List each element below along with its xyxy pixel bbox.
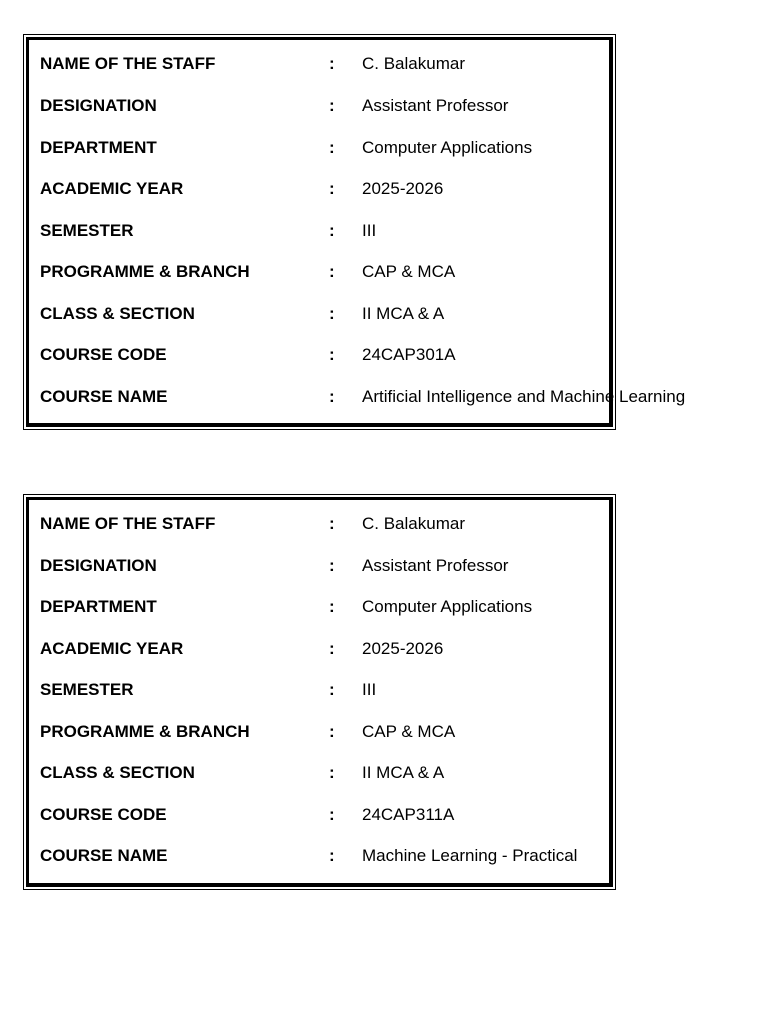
field-value: Artificial Intelligence and Machine Learning bbox=[362, 387, 686, 406]
field-separator: : bbox=[329, 387, 335, 406]
staff-course-card-2 bbox=[23, 494, 616, 890]
field-value: II MCA & A bbox=[362, 763, 445, 782]
row-staff-name bbox=[24, 514, 744, 534]
field-value: C. Balakumar bbox=[362, 54, 465, 73]
field-value: 2025-2026 bbox=[362, 179, 444, 198]
field-separator: : bbox=[329, 345, 335, 364]
field-label: CLASS & SECTION bbox=[40, 763, 195, 782]
field-label: COURSE NAME bbox=[40, 387, 168, 406]
row-semester bbox=[24, 680, 744, 700]
field-label: ACADEMIC YEAR bbox=[40, 639, 184, 658]
row-academic-year bbox=[24, 179, 744, 199]
field-separator: : bbox=[329, 722, 335, 741]
field-separator: : bbox=[329, 138, 335, 157]
field-label: COURSE CODE bbox=[40, 345, 167, 364]
field-value: Assistant Professor bbox=[362, 556, 509, 575]
field-value: CAP & MCA bbox=[362, 722, 456, 741]
row-staff-name bbox=[24, 54, 744, 74]
field-value: 24CAP301A bbox=[362, 345, 456, 364]
row-department bbox=[24, 138, 744, 158]
row-course-name bbox=[24, 387, 744, 407]
staff-course-card-1 bbox=[23, 34, 686, 430]
field-separator: : bbox=[329, 262, 335, 281]
field-separator: : bbox=[329, 514, 335, 533]
field-value: II MCA & A bbox=[362, 304, 445, 323]
field-separator: : bbox=[329, 54, 335, 73]
field-label: CLASS & SECTION bbox=[40, 304, 195, 323]
field-value: Computer Applications bbox=[362, 138, 533, 157]
field-separator: : bbox=[329, 597, 335, 616]
field-label: DESIGNATION bbox=[40, 96, 157, 115]
field-label: NAME OF THE STAFF bbox=[40, 54, 216, 73]
field-label: NAME OF THE STAFF bbox=[40, 514, 216, 533]
field-value: Assistant Professor bbox=[362, 96, 509, 115]
field-label: SEMESTER bbox=[40, 680, 134, 699]
field-label: COURSE NAME bbox=[40, 846, 168, 865]
row-programme-branch bbox=[24, 262, 744, 282]
field-value: CAP & MCA bbox=[362, 262, 456, 281]
field-separator: : bbox=[329, 221, 335, 240]
field-separator: : bbox=[329, 304, 335, 323]
field-separator: : bbox=[329, 639, 335, 658]
field-value: III bbox=[362, 221, 377, 240]
field-value: 24CAP311A bbox=[362, 805, 455, 824]
field-label: ACADEMIC YEAR bbox=[40, 179, 184, 198]
row-department bbox=[24, 597, 744, 617]
field-label: COURSE CODE bbox=[40, 805, 167, 824]
row-semester bbox=[24, 221, 744, 241]
row-programme-branch bbox=[24, 722, 744, 742]
row-class-section bbox=[24, 304, 744, 324]
field-value: 2025-2026 bbox=[362, 639, 444, 658]
field-label: DEPARTMENT bbox=[40, 597, 157, 616]
field-label: DEPARTMENT bbox=[40, 138, 157, 157]
field-value: III bbox=[362, 680, 377, 699]
row-designation bbox=[24, 556, 744, 576]
row-designation bbox=[24, 96, 744, 116]
field-separator: : bbox=[329, 763, 335, 782]
field-value: Computer Applications bbox=[362, 597, 533, 616]
field-label: PROGRAMME & BRANCH bbox=[40, 722, 250, 741]
field-separator: : bbox=[329, 846, 335, 865]
field-separator: : bbox=[329, 179, 335, 198]
row-course-code bbox=[24, 345, 744, 365]
field-label: SEMESTER bbox=[40, 221, 134, 240]
row-course-name bbox=[24, 846, 744, 866]
row-course-code bbox=[24, 805, 744, 825]
row-class-section bbox=[24, 763, 744, 783]
field-value: Machine Learning - Practical bbox=[362, 846, 578, 865]
field-separator: : bbox=[329, 96, 335, 115]
field-value: C. Balakumar bbox=[362, 514, 465, 533]
field-label: DESIGNATION bbox=[40, 556, 157, 575]
field-separator: : bbox=[329, 680, 335, 699]
field-label: PROGRAMME & BRANCH bbox=[40, 262, 250, 281]
field-separator: : bbox=[329, 805, 335, 824]
field-separator: : bbox=[329, 556, 335, 575]
row-academic-year bbox=[24, 639, 744, 659]
